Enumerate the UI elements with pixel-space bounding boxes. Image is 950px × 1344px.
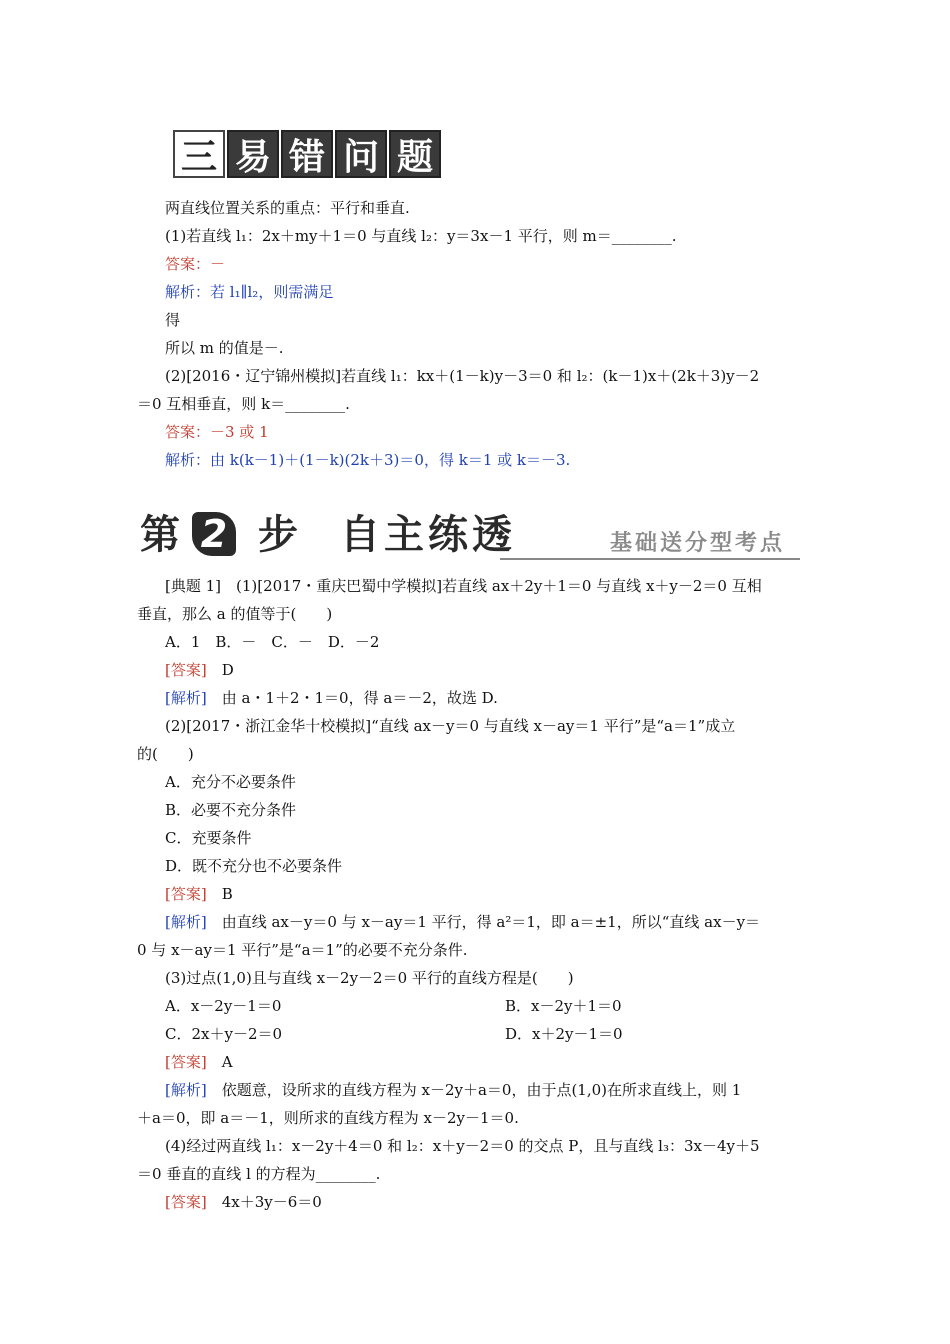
section-header-mistakes (173, 130, 443, 180)
answer-line (165, 660, 234, 680)
analysis-label: [解析] (165, 689, 207, 707)
analysis-line (165, 688, 498, 708)
question-line: (3)过点(1,0)且与直线 x－2y－2＝0 平行的直线方程是( ) (165, 969, 574, 987)
header-char: 题 (389, 130, 441, 178)
analysis-text: 由直线 ax－y＝0 与 x－ay＝1 平行，得 a²＝1，即 a＝±1，所以“直线 ax－y＝ (206, 913, 761, 931)
header-char: 问 (335, 130, 387, 178)
section-title: 自主练透 (340, 512, 516, 558)
options-line: A．1 B．－ C．－ D．－2 (165, 633, 380, 651)
question-line: ＝0 垂直的直线 l 的方程为________. (137, 1165, 381, 1183)
question-line: 垂直，那么 a 的值等于( ) (137, 605, 333, 623)
option-line: C．2x＋y－2＝0 (165, 1025, 283, 1043)
analysis-line (165, 1080, 741, 1100)
question-line: (2)[2017・浙江金华十校模拟]“直线 ax－y＝0 与直线 x－ay＝1 平行”是“a＝1”成立 (165, 717, 736, 735)
question-line: (4)经过两直线 l₁：x－2y＋4＝0 和 l₂：x＋y－2＝0 的交点 P，且与直线 l₃：3x－4y＋5 (165, 1137, 760, 1155)
answer-label: [答案] (165, 661, 207, 679)
question-line: (1)若直线 l₁：2x＋my＋1＝0 与直线 l₂：y＝3x－1 平行，则 m＝________. (165, 227, 677, 245)
analysis-line: 0 与 x－ay＝1 平行”是“a＝1”的必要不充分条件. (137, 941, 468, 959)
answer-value: B (206, 885, 233, 903)
section-header-step2 (140, 508, 800, 562)
section-subtitle: 基础送分型考点 (610, 531, 786, 556)
header-char: 易 (227, 130, 279, 178)
question-line: [典题 1] (1)[2017・重庆巴蜀中学模拟]若直线 ax＋2y＋1＝0 与直线 x＋y－2＝0 互相 (165, 577, 762, 595)
option-line: A．x－2y－1＝0 (165, 997, 282, 1015)
answer-line: 答案：－ (165, 255, 226, 273)
question-line: 的( ) (137, 745, 194, 763)
text-line: 得 (165, 311, 181, 329)
analysis-line: 解析：若 l₁∥l₂，则需满足 (165, 283, 334, 301)
option-line: A．充分不必要条件 (165, 773, 296, 791)
analysis-line: 解析：由 k(k－1)＋(1－k)(2k＋3)＝0，得 k＝1 或 k＝－3. (165, 451, 571, 469)
answer-value: 4x＋3y－6＝0 (206, 1193, 322, 1211)
analysis-label: [解析] (165, 1081, 207, 1099)
answer-line (165, 1052, 233, 1072)
option-line: B．必要不充分条件 (165, 801, 297, 819)
header-char: 错 (281, 130, 333, 178)
header-char: 三 (173, 130, 225, 178)
question-line: ＝0 互相垂直，则 k＝________. (137, 395, 350, 413)
step-number-badge: 2 (192, 512, 236, 556)
analysis-text: 依题意，设所求的直线方程为 x－2y＋a＝0，由于点(1,0)在所求直线上，则 1 (206, 1081, 742, 1099)
analysis-label: [解析] (165, 913, 207, 931)
answer-value: A (206, 1053, 233, 1071)
divider (500, 558, 800, 560)
analysis-line (165, 912, 760, 932)
analysis-text: 由 a・1＋2・1＝0，得 a＝－2，故选 D. (206, 689, 498, 707)
answer-line: 答案：－3 或 1 (165, 423, 269, 441)
answer-label: [答案] (165, 885, 207, 903)
analysis-line: ＋a＝0，即 a＝－1，则所求的直线方程为 x－2y－1＝0. (137, 1109, 519, 1127)
answer-line (165, 1192, 322, 1212)
option-line: D．既不充分也不必要条件 (165, 857, 343, 875)
option-line: D．x＋2y－1＝0 (505, 1025, 623, 1043)
option-line: C．充要条件 (165, 829, 252, 847)
answer-line (165, 884, 233, 904)
step-suffix: 步 (258, 512, 298, 558)
answer-label: [答案] (165, 1053, 207, 1071)
answer-label: [答案] (165, 1193, 207, 1211)
answer-value: D (206, 661, 234, 679)
text-line: 所以 m 的值是－. (165, 339, 284, 357)
text-line: 两直线位置关系的重点：平行和垂直. (165, 199, 410, 217)
step-prefix: 第 (140, 512, 180, 558)
option-line: B．x－2y＋1＝0 (505, 997, 622, 1015)
question-line: (2)[2016・辽宁锦州模拟]若直线 l₁：kx＋(1－k)y－3＝0 和 l₂：(k－1)x＋(2k＋3)y－2 (165, 367, 760, 385)
